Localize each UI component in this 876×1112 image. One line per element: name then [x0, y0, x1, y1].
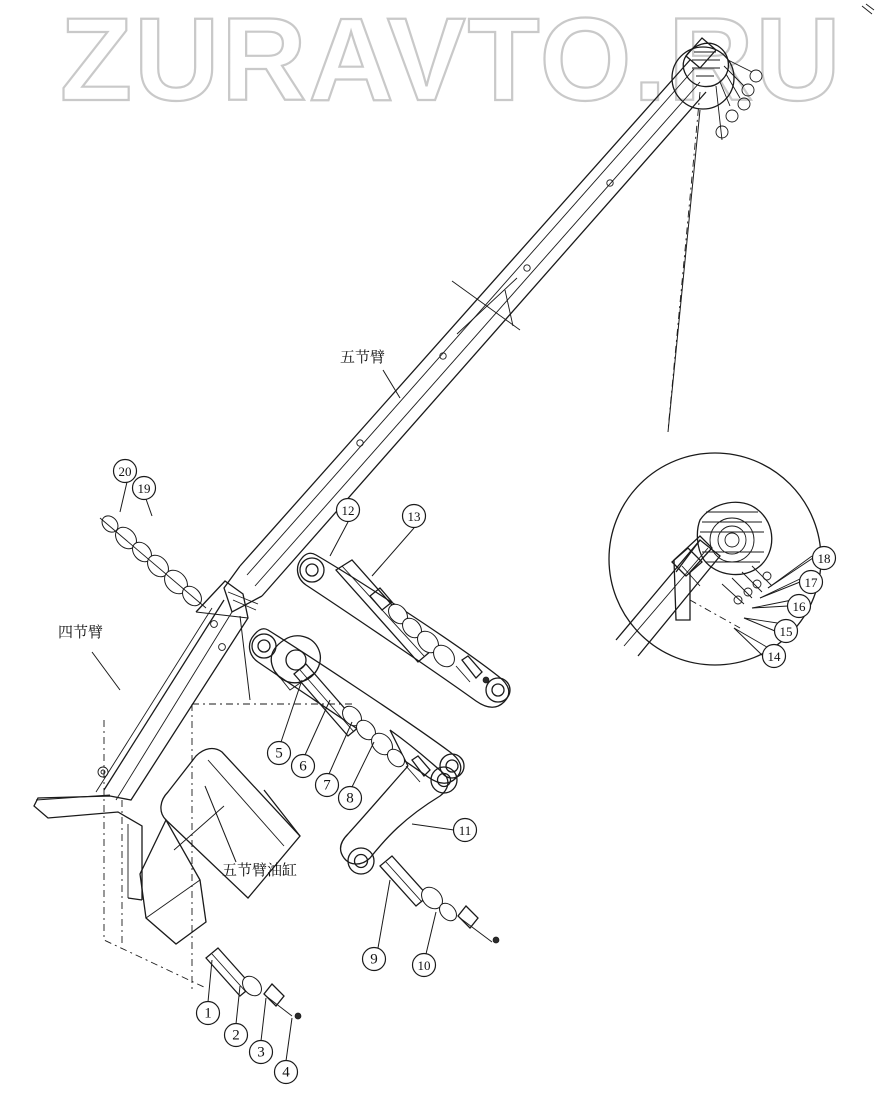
- label-cylinder5: 五节臂油缸: [222, 861, 298, 879]
- balloon-label: 5: [275, 745, 283, 762]
- balloon-label: 13: [407, 509, 421, 524]
- label-boom5: 五节臂: [340, 348, 386, 366]
- balloon-label: 6: [299, 758, 307, 775]
- balloon-label: 10: [417, 958, 431, 973]
- label-boom4: 四节臂: [58, 623, 104, 641]
- balloon-label: 9: [370, 951, 378, 968]
- balloon-label: 4: [282, 1064, 290, 1081]
- balloon-label: 3: [257, 1044, 265, 1061]
- balloon-label: 18: [817, 551, 831, 566]
- balloon-label: 15: [779, 624, 793, 639]
- balloon-label: 8: [346, 790, 354, 807]
- balloon-label: 1: [204, 1005, 212, 1022]
- balloon-label: 19: [137, 481, 151, 496]
- balloon-label: 2: [232, 1027, 240, 1044]
- balloon-label: 16: [792, 599, 806, 614]
- balloon-label: 14: [767, 649, 781, 664]
- balloon-label: 12: [341, 503, 355, 518]
- balloon-label: 17: [804, 575, 818, 590]
- balloon-label: 7: [323, 777, 331, 794]
- balloon-label: 11: [458, 823, 472, 838]
- balloon-label: 20: [118, 464, 132, 479]
- watermark-text: ZURAVTO.RU: [60, 0, 843, 126]
